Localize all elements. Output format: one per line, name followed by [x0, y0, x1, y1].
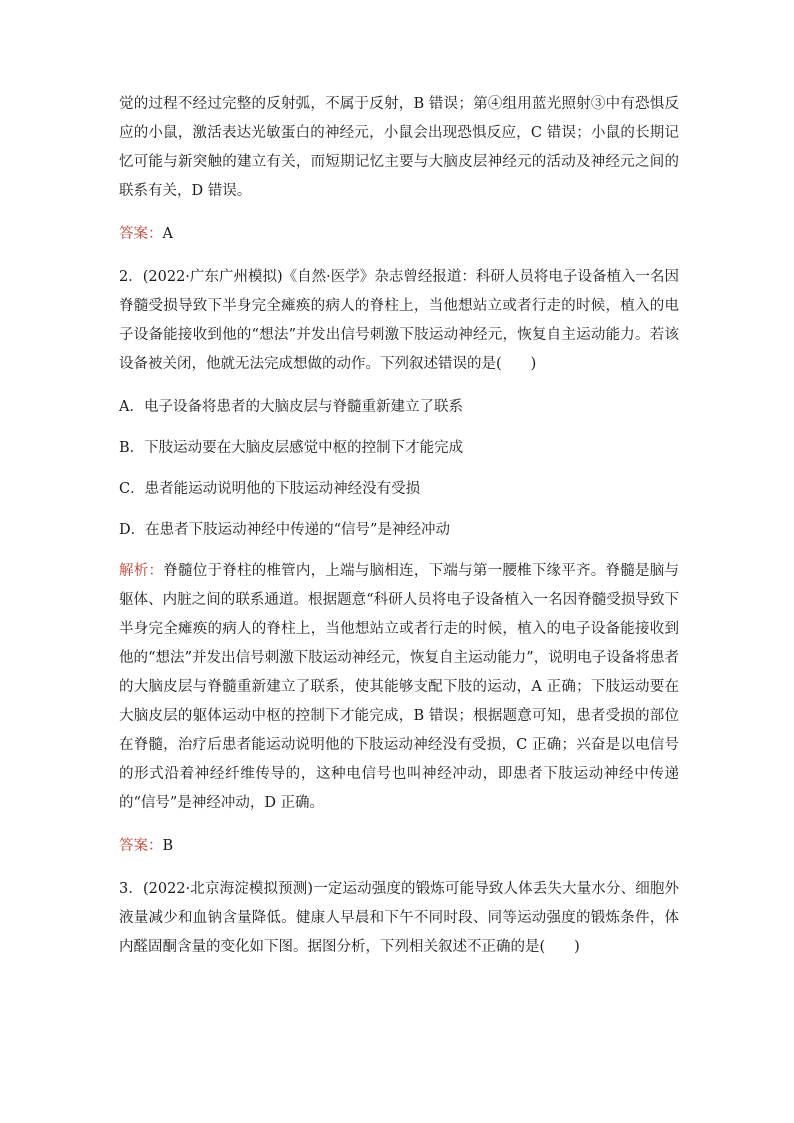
- answer-1: [119, 220, 679, 249]
- question-3-stem: 3．(2022·北京海淀模拟预测)一定运动强度的锻炼可能导致人体丢失大量水分、细胞外液量减少和血钠含量降低。健康人早晨和下午不同时段、同等运动强度的锻炼条件，体内醛固酮含量的变化如下图。据图分析，下列相关叙述不正确的是( ): [119, 881, 679, 955]
- answer-2: [119, 832, 679, 861]
- analysis-text: 脊髓位于脊柱的椎管内，上端与脑相连，下端与第一腰椎下缘平齐。脊髓是脑与躯体、内脏之间的联系通道。根据题意“科研人员将电子设备植入一名因脊髓受损导致下半身完全瘫痪的病人的脊柱上，当他想站立或者行走的时候，植入的电子设备能接收到他的“想法”并发出信号刺激下肢运动神经元，恢复自主运动能力”，说明电子设备将患者的大脑皮层与脊髓重新建立了联系，使其能够支配下肢的运动，A 正确；下肢运动要在大脑皮层的躯体运动中枢的控制下才能完成，B 错误；根据题意可知，患者受损的部位在脊髓，治疗后患者能运动说明他的下肢运动神经没有受损，C 正确；兴奋是以电信号的形式沿着神经纤维传导的，这种电信号也叫神经冲动，即患者下肢运动神经中传递的“信号”是神经冲动，D 正确。: [119, 563, 680, 811]
- question-2-analysis: [119, 557, 679, 818]
- question-2-stem: 2．(2022·广东广州模拟)《自然·医学》杂志曾经报道：科研人员将电子设备植入一名因脊髓受损导致下半身完全瘫痪的病人的脊柱上，当他想站立或者行走的时候，植入的电子设备能接收到他的“想法”并发出信号刺激下肢运动神经元，恢复自主运动能力。若该设备被关闭，他就无法完成想做的动作。下列叙述错误的是( ): [119, 269, 679, 372]
- answer-value: A: [162, 226, 173, 242]
- document-page: [119, 90, 679, 976]
- question-2-option-a: A．电子设备将患者的大脑皮层与脊髓重新建立了联系: [119, 399, 463, 415]
- paragraph-continuation: 觉的过程不经过完整的反射弧，不属于反射，B 错误；第④组用蓝光照射③中有恐惧反应的小鼠，激活表达光敏蛋白的神经元，小鼠会出现恐惧反应，C 错误；小鼠的长期记忆可能与新突触的建立有关，而短期记忆主要与大脑皮层神经元的活动及神经元之间的联系有关，D 错误。: [119, 96, 679, 199]
- analysis-label: 解析：: [119, 563, 164, 579]
- question-2-option-d: D．在患者下肢运动神经中传递的“信号”是神经冲动: [119, 522, 450, 538]
- answer-label: 答案：: [119, 226, 163, 242]
- question-2-option-c: C．患者能运动说明他的下肢运动神经没有受损: [119, 481, 421, 497]
- answer-value: B: [162, 838, 174, 854]
- question-2-option-b: B．下肢运动要在大脑皮层感觉中枢的控制下才能完成: [119, 440, 464, 456]
- answer-label: 答案：: [119, 838, 163, 854]
